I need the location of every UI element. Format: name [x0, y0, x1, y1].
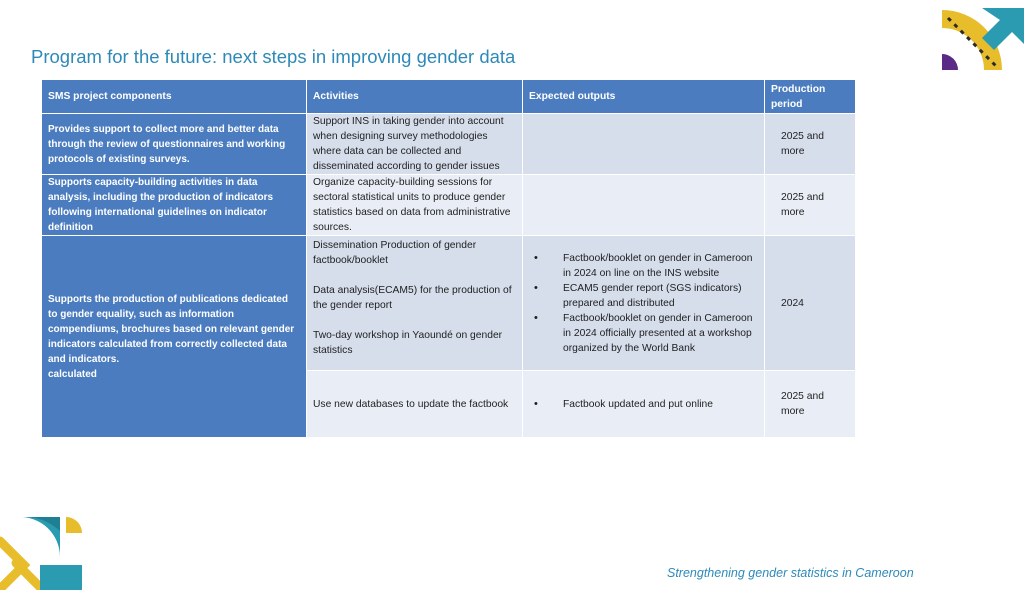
header-outputs: Expected outputs	[523, 80, 765, 114]
table-row	[42, 114, 856, 175]
outputs-cell	[523, 114, 765, 175]
activity-cell: Support INS in taking gender into account when designing survey methodologies where data can be collected and disseminated according to gender issues	[307, 114, 523, 175]
component-extra-text: calculated	[48, 368, 97, 380]
brand-logo-top	[942, 8, 1024, 72]
brand-logo-bottom	[0, 517, 84, 590]
activity-item: Two-day workshop in Yaoundé on gender statistics	[313, 330, 503, 356]
period-cell: 2025 and more	[765, 371, 856, 438]
outputs-list	[529, 251, 758, 356]
activity-cell	[307, 236, 523, 371]
activity-cell: Organize capacity-building sessions for sectoral statistical units to produce gender statistics based on data from administrative sources.	[307, 175, 523, 236]
outputs-cell	[523, 371, 765, 438]
outputs-cell	[523, 236, 765, 371]
table-row	[42, 175, 856, 236]
period-cell: 2024	[765, 236, 856, 371]
page-title: Program for the future: next steps in improving gender data	[31, 46, 516, 67]
component-cell: Supports capacity-building activities in data analysis, including the production of indicators following international guidelines on indicator definition	[42, 175, 307, 236]
component-text: Supports the production of publications dedicated to gender equality, such as information compendiums, brochures based on relevant gender indicators calculated from correctly collected data and indicators.	[48, 293, 295, 365]
table-header-row	[42, 80, 856, 114]
footer-tagline: Strengthening gender statistics in Cameroon	[667, 566, 914, 580]
output-item: • Factbook updated and put online	[529, 397, 758, 412]
outputs-cell	[523, 175, 765, 236]
activity-cell: Use new databases to update the factbook	[307, 371, 523, 438]
component-cell: Provides support to collect more and better data through the review of questionnaires and working protocols of existing surveys.	[42, 114, 307, 175]
header-activities: Activities	[307, 80, 523, 114]
component-cell	[42, 236, 307, 438]
output-item: • ECAM5 gender report (SGS indicators) prepared and distributed	[529, 281, 758, 311]
period-cell: 2025 and more	[765, 114, 856, 175]
table-row	[42, 236, 856, 371]
header-components: SMS project components	[42, 80, 307, 114]
output-item: • Factbook/booklet on gender in Cameroon in 2024 on line on the INS website	[529, 251, 758, 281]
gender-data-table	[41, 79, 856, 438]
output-item: • Factbook/booklet on gender in Cameroon in 2024 officially presented at a workshop organized by the World Bank	[529, 311, 758, 356]
period-cell: 2025 and more	[765, 175, 856, 236]
activity-item: Data analysis(ECAM5) for the production of the gender report	[313, 285, 512, 311]
outputs-list	[529, 397, 758, 412]
header-period: Production period	[765, 80, 856, 114]
activity-item: Dissemination Production of gender factbook/booklet	[313, 240, 477, 266]
